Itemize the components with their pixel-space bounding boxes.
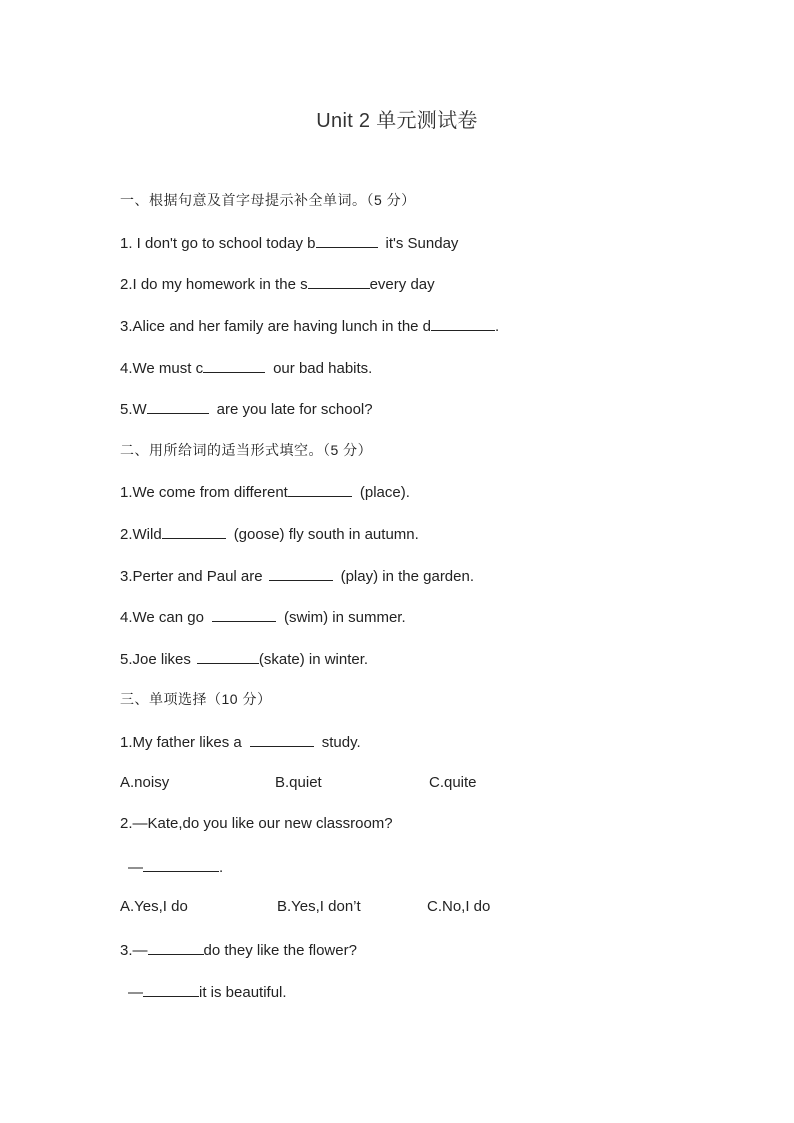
s2-q1-text: 1.We come from different	[120, 484, 288, 501]
s3-q3-text: 3.—	[120, 942, 148, 959]
s1-question-1	[120, 232, 458, 254]
s2-q4-tail: (swim) in summer.	[283, 609, 406, 626]
s1-q5-text: 5.W	[120, 401, 147, 418]
s3-q2-option-a: A.Yes,I do	[120, 898, 188, 915]
s3-q2-option-b: B.Yes,I don’t	[277, 898, 361, 915]
s2-q3-text: 3.Perter and Paul are	[120, 568, 263, 585]
s3-q2-tail: .	[219, 859, 224, 876]
s2-q4-blank	[212, 606, 276, 622]
s1-q1-blank	[316, 232, 378, 248]
s1-q2-text: 2.I do my homework in the s	[120, 276, 308, 293]
s2-q5-blank	[197, 648, 259, 664]
s1-q3-blank	[431, 315, 495, 331]
s3-q3-tail: do they like the flower?	[203, 942, 357, 959]
s3-q1-blank	[250, 731, 314, 747]
s1-q5-tail: are you late for school?	[216, 401, 373, 418]
s1-q4-blank	[203, 357, 265, 373]
s3-q3-dash: —	[128, 984, 143, 1001]
section-1-heading: 一、根据句意及首字母提示补全单词。（5 分）	[120, 192, 416, 208]
s3-question-1	[120, 731, 361, 753]
s1-q2-blank	[308, 273, 370, 289]
s2-q5-tail: (skate) in winter.	[258, 651, 369, 668]
s3-q1-option-b: B.quiet	[275, 774, 322, 791]
s2-question-2	[120, 523, 419, 545]
s2-q1-blank	[288, 481, 352, 497]
s1-q3-text: 3.Alice and her family are having lunch in the d	[120, 318, 432, 335]
s1-q1-tail: it's Sunday	[385, 235, 459, 252]
s3-q3-blank	[148, 939, 204, 955]
section-2-heading: 二、用所给词的适当形式填空。（5 分）	[120, 442, 373, 458]
s3-q3-answer	[128, 981, 287, 1003]
s2-question-3	[120, 565, 474, 587]
s2-question-1	[120, 481, 410, 503]
s3-q2-option-c: C.No,I do	[427, 898, 491, 915]
s3-q1-tail: study.	[321, 734, 361, 751]
s1-question-2	[120, 273, 435, 295]
s3-question-3	[120, 939, 357, 961]
s3-q2-dash: —	[128, 859, 143, 876]
s2-q2-text: 2.Wild	[120, 526, 162, 543]
s3-question-2: 2.—Kate,do you like our new classroom?	[120, 815, 393, 832]
s2-q1-tail: (place).	[359, 484, 410, 501]
s1-q4-tail: our bad habits.	[273, 360, 373, 377]
s1-q2-tail: every day	[369, 276, 435, 293]
s2-q2-blank	[162, 523, 226, 539]
s1-question-5	[120, 398, 373, 420]
s2-q5-text: 5.Joe likes	[120, 651, 191, 668]
s2-question-5	[120, 648, 368, 670]
s1-question-3	[120, 315, 499, 337]
s2-q3-tail: (play) in the garden.	[340, 568, 475, 585]
page-title: Unit 2 单元测试卷	[316, 110, 478, 132]
s3-q2-answer	[128, 856, 223, 878]
s3-q1-text: 1.My father likes a	[120, 734, 242, 751]
s1-question-4	[120, 357, 372, 379]
s3-q1-option-a: A.noisy	[120, 774, 170, 791]
s1-q4-text: 4.We must c	[120, 360, 204, 377]
s3-q3-answer-tail: it is beautiful.	[199, 984, 287, 1001]
s2-q2-tail: (goose) fly south in autumn.	[233, 526, 419, 543]
s2-question-4	[120, 606, 406, 628]
s2-q3-blank	[269, 565, 333, 581]
s1-q3-tail: .	[495, 318, 500, 335]
s3-q3-answer-blank	[143, 981, 199, 997]
section-3-heading: 三、单项选择（10 分）	[120, 691, 272, 707]
s1-q1-text: 1. I don't go to school today b	[120, 235, 316, 252]
s2-q4-text: 4.We can go	[120, 609, 204, 626]
s3-q2-blank	[143, 856, 219, 872]
s1-q5-blank	[147, 398, 209, 414]
s3-q1-option-c: C.quite	[429, 774, 477, 791]
